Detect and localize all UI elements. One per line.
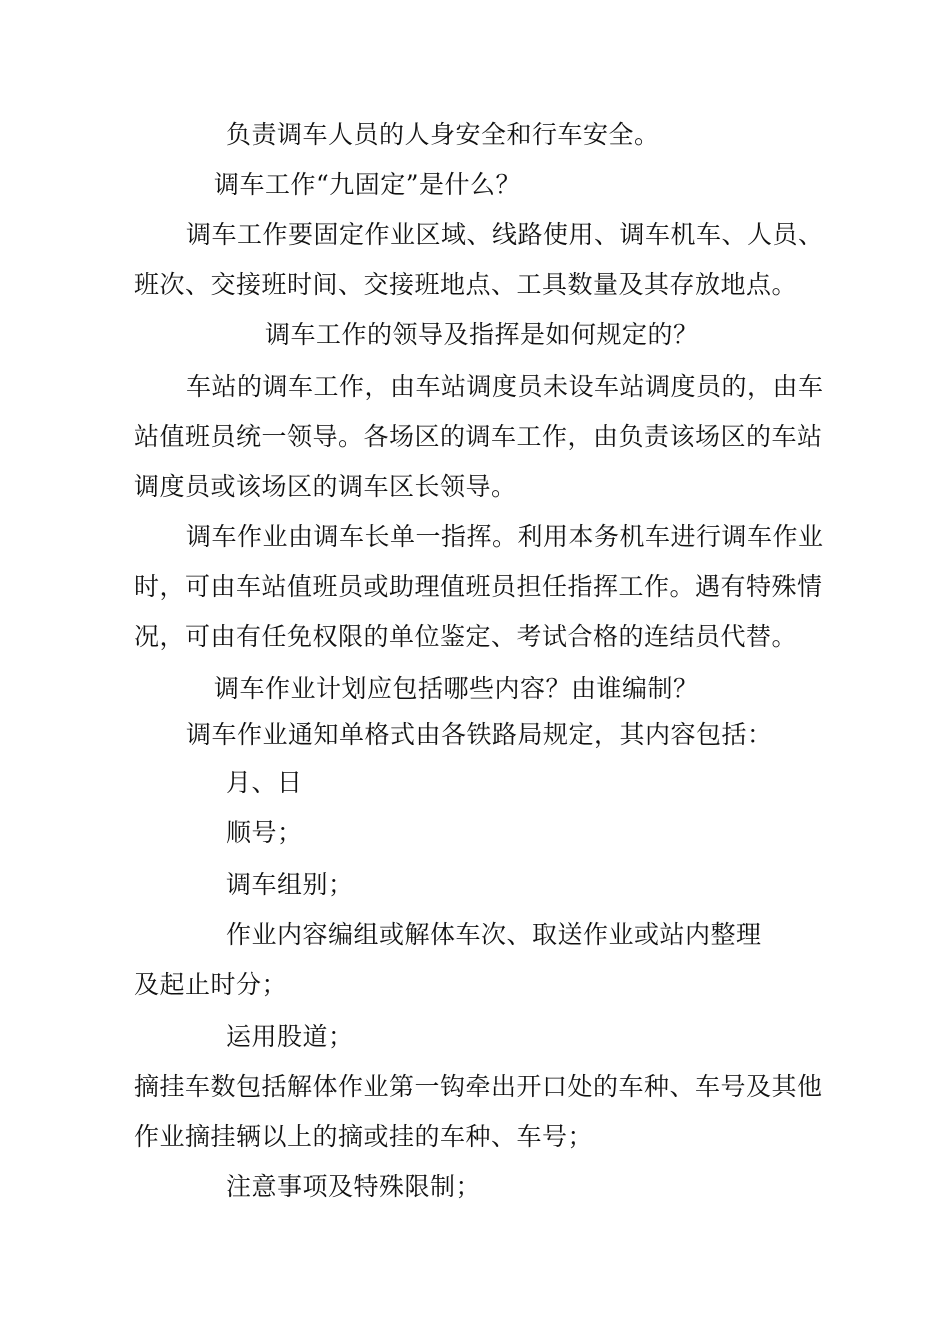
body-text-line: 时，可由车站值班员或助理值班员担任指挥工作。遇有特殊情 [134,572,823,601]
list-item: 运用股道； [226,1022,354,1051]
list-item: 顺号； [226,818,303,847]
body-text-line: 负责调车人员的人身安全和行车安全。 [226,120,660,149]
body-text-line: 车站的调车工作，由车站调度员未设车站调度员的，由车 [186,372,824,401]
question-heading: 调车工作“九固定”是什么？ [214,170,522,199]
body-text-line: 调车作业由调车长单一指挥。利用本务机车进行调车作业 [186,522,824,551]
body-text-line: 况，可由有任免权限的单位鉴定、考试合格的连结员代替。 [134,622,798,651]
body-text-line: 站值班员统一领导。各场区的调车工作，由负责该场区的车站 [134,422,823,451]
body-text-line: 调车作业通知单格式由各铁路局规定，其内容包括： [186,720,773,749]
list-item: 摘挂车数包括解体作业第一钩牵出开口处的车种、车号及其他 [134,1072,823,1101]
body-text-line: 调车工作要固定作业区域、线路使用、调车机车、人员、 [186,220,824,249]
list-item: 注意事项及特殊限制； [226,1172,482,1201]
list-item: 月、日 [226,768,303,797]
body-text-line: 班次、交接班时间、交接班地点、工具数量及其存放地点。 [134,270,798,299]
question-heading: 调车工作的领导及指挥是如何规定的？ [265,320,699,349]
list-item-continuation: 及起止时分； [134,970,288,999]
question-heading: 调车作业计划应包括哪些内容？由谁编制？ [214,674,699,703]
list-item: 作业内容编组或解体车次、取送作业或站内整理 [226,920,762,949]
list-item-continuation: 作业摘挂辆以上的摘或挂的车种、车号； [134,1122,594,1151]
body-text-line: 调度员或该场区的调车区长领导。 [134,472,517,501]
list-item: 调车组别； [226,870,354,899]
